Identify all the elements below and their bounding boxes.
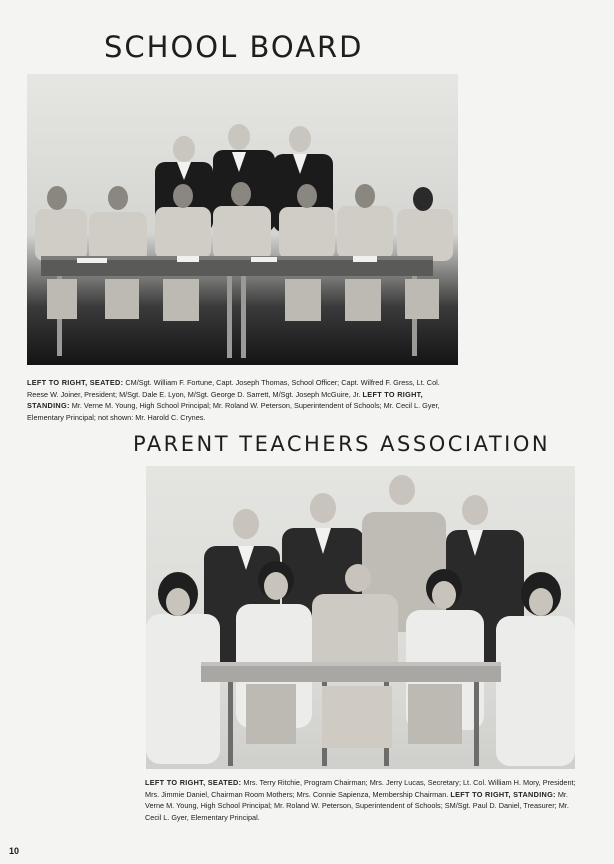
page-number: 10 — [9, 846, 20, 856]
pta-title: PARENT TEACHERS ASSOCIATION — [133, 432, 551, 456]
seated-names: Mrs. Terry Ritchie, Program Chairman; Mrs. Jerry Lucas, Secretary; Lt. Col. William H. Mory, President; Mrs. Jimmie Daniel, Chairman Room Mothers; Mrs. Connie Sapienza, Membership Chairman. — [145, 778, 576, 799]
seated-label: LEFT TO RIGHT, SEATED: — [27, 378, 124, 387]
standing-names: Mr. Verne M. Young, High School Principal; Mr. Roland W. Peterson, Superintendent of Schools; Mr. Cecil L. Gyer, Elementary Principal; not shown: Mr. Harold C. Crynes. — [27, 401, 440, 422]
seated-label: LEFT TO RIGHT, SEATED: — [145, 778, 242, 787]
school-board-photo — [27, 74, 458, 365]
standing-label: LEFT TO RIGHT, STANDING: — [450, 789, 556, 799]
standing-names: Mr. Verne M. Young, High School Principal; Mr. Roland W. Peterson, Superintendent of Schools; SM/Sgt. Paul D. Daniel, Treasurer; Mr. Cecil L. Gyer, Elementary Principal. — [145, 789, 569, 822]
school-board-title: SCHOOL BOARD — [104, 30, 364, 64]
seated-names: CM/Sgt. William F. Fortune, Capt. Joseph Thomas, School Officer; Capt. Wilfred F. Gress, Lt. Col. Reese W. Joiner, President; M/Sgt. Dale E. Lyon, M/Sgt. George D. Sarrett, M/Sgt. Joseph McGuire, Jr. — [27, 378, 440, 399]
school-board-caption — [27, 377, 461, 423]
pta-photo — [146, 466, 575, 769]
pta-caption — [145, 777, 580, 823]
standing-label: LEFT TO RIGHT, STANDING: — [27, 389, 423, 411]
